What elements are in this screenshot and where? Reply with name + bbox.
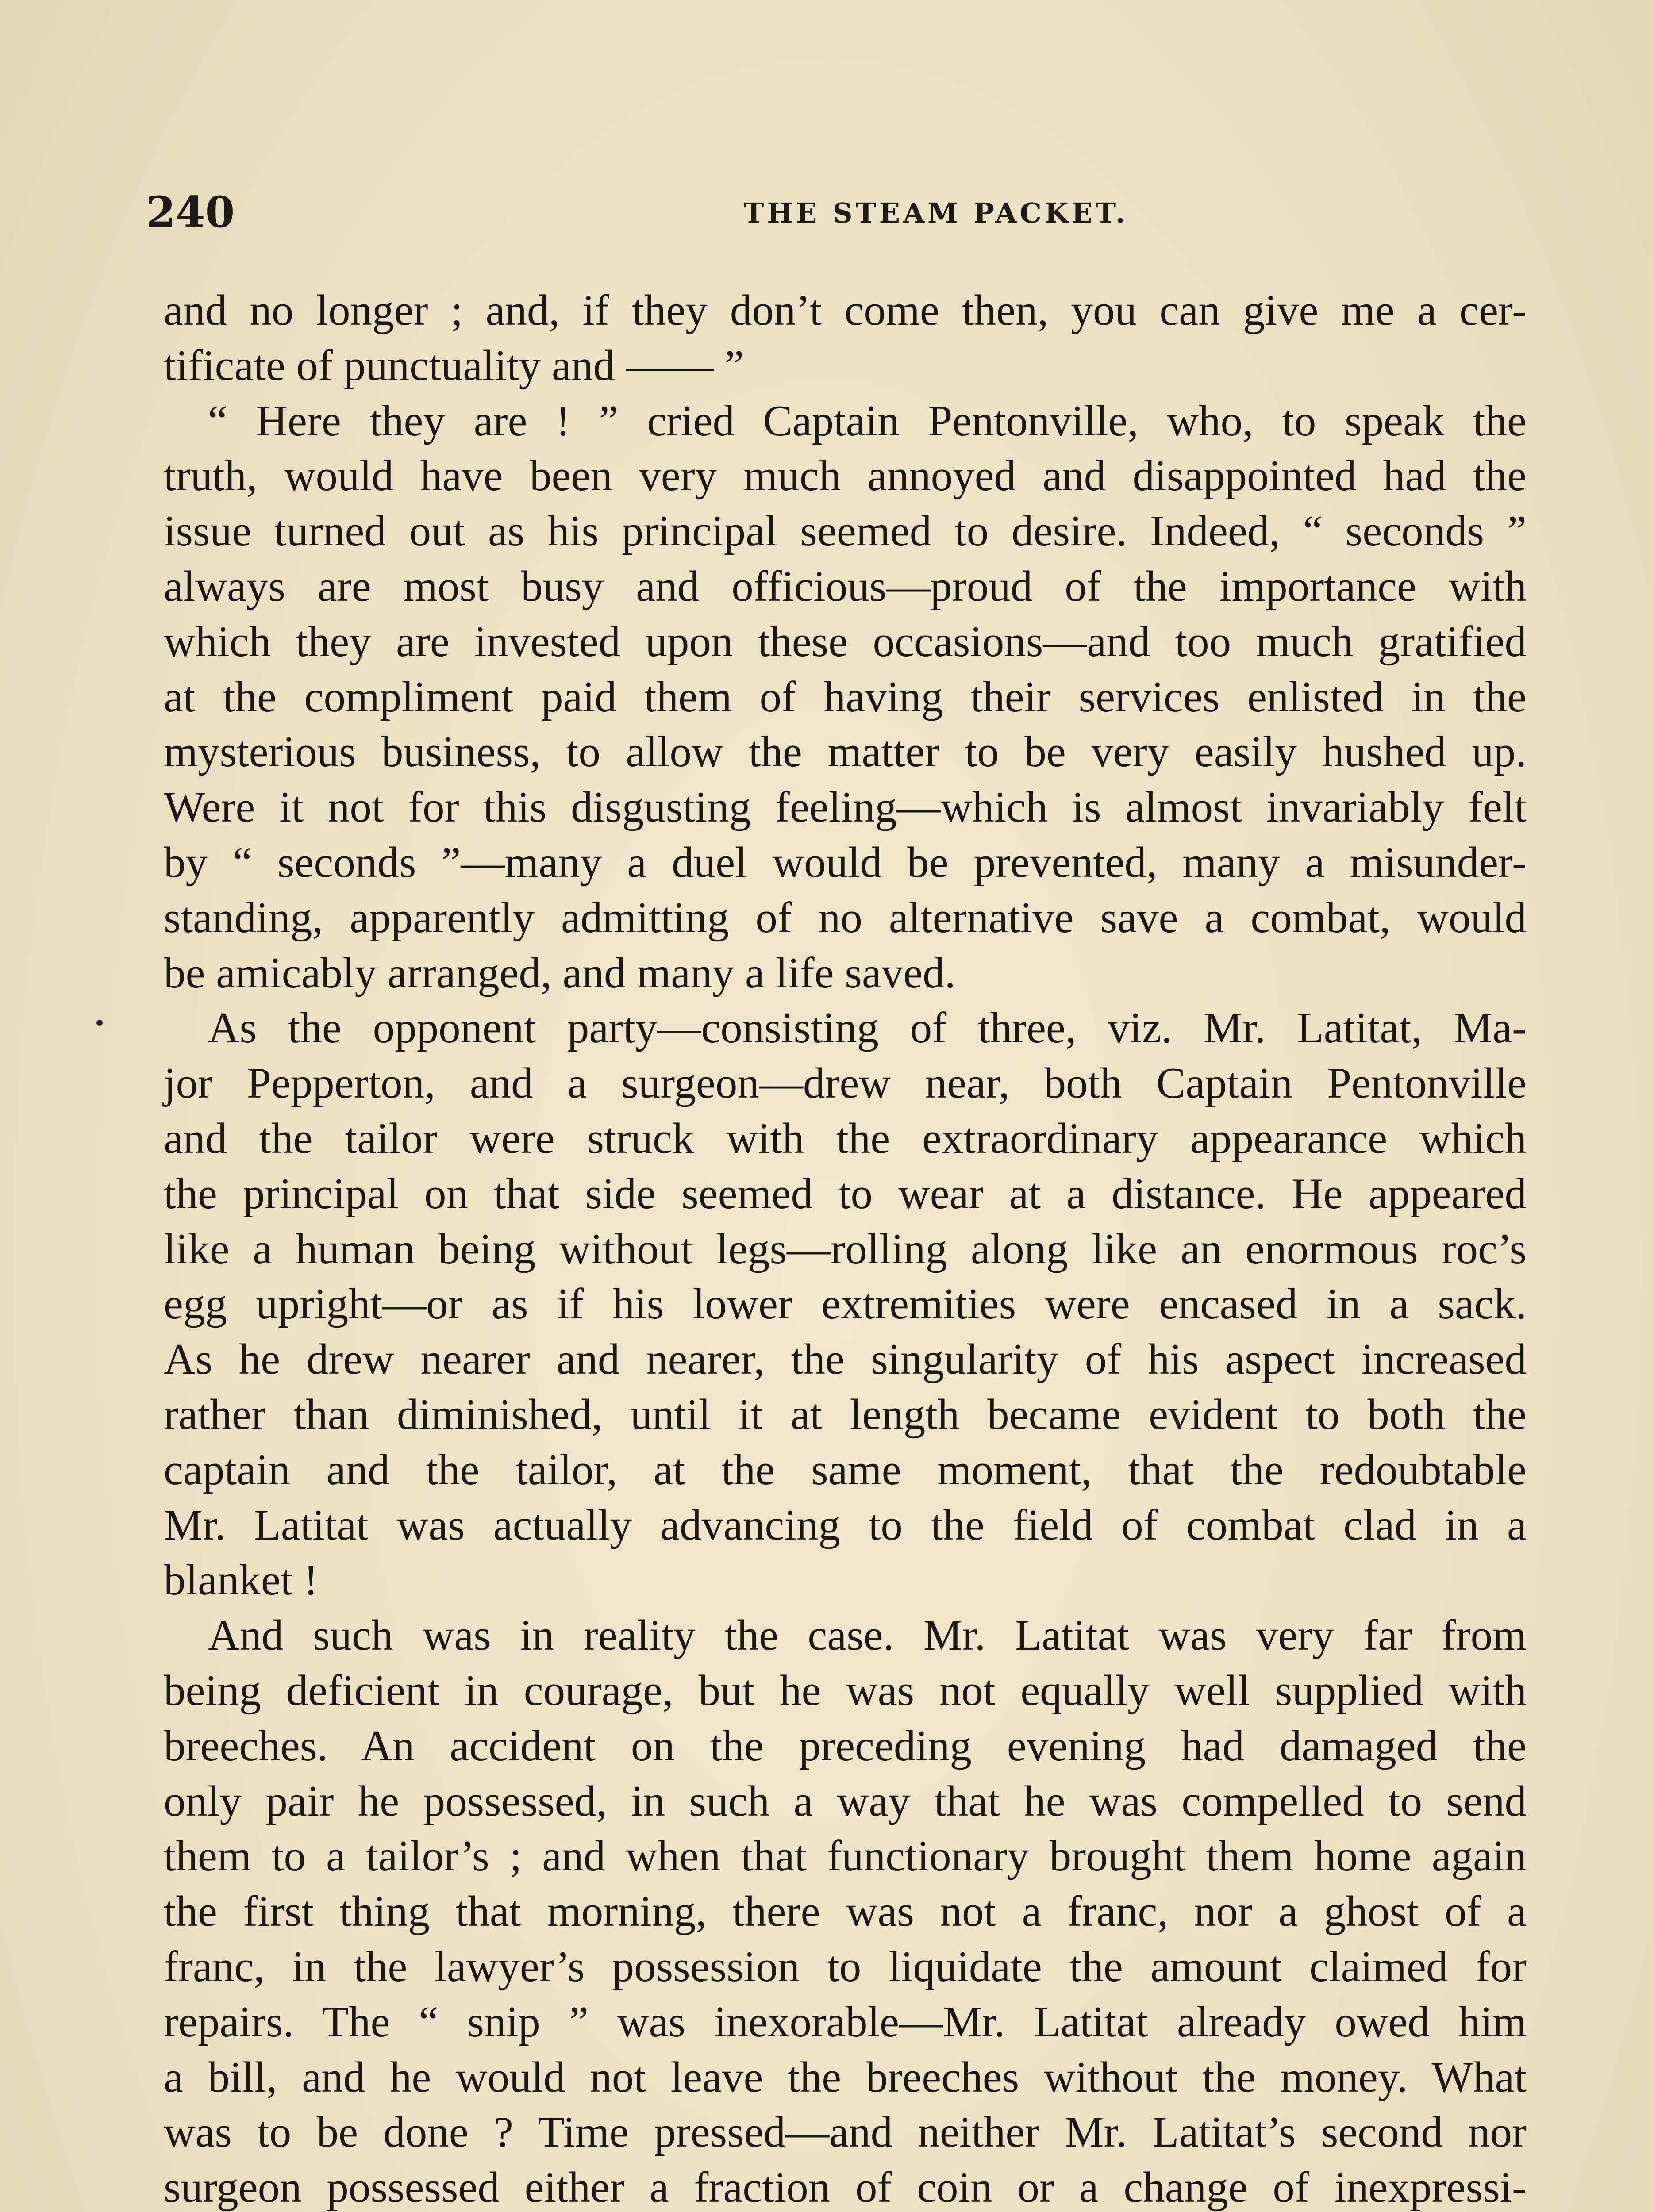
text-line: breeches. An accident on the preceding evening had damaged the — [164, 1721, 1527, 1770]
text-line: by “ seconds ”—many a duel would be prevented, many a misunder- — [164, 838, 1527, 887]
text-line: captain and the tailor, at the same moment, that the redoubtable — [164, 1445, 1527, 1494]
text-line: a bill, and he would not leave the breeches without the money. What — [164, 2053, 1527, 2101]
running-title: THE STEAM PACKET. — [743, 197, 1128, 229]
text-line: truth, would have been very much annoyed and disappointed had the — [164, 452, 1527, 500]
text-line: and no longer ; and, if they don’t come then, you can give me a cer- — [164, 286, 1527, 334]
text-line: blanket ! — [164, 1556, 319, 1605]
text-line: mysterious business, to allow the matter to be very easily hushed up. — [164, 728, 1527, 776]
text-line: like a human being without legs—rolling along like an enormous roc’s — [164, 1225, 1527, 1273]
text-line: at the compliment paid them of having their services enlisted in the — [164, 672, 1527, 721]
text-line: rather than diminished, until it at length became evident to both the — [164, 1390, 1527, 1439]
text-line: them to a tailor’s ; and when that functionary brought them home again — [164, 1832, 1527, 1881]
text-line: standing, apparently admitting of no alternative save a combat, would — [164, 893, 1527, 942]
text-line: jor Pepperton, and a surgeon—drew near, both Captain Pentonville — [164, 1059, 1527, 1108]
text-line: Mr. Latitat was actually advancing to the field of combat clad in a — [164, 1501, 1527, 1549]
text-line: As the opponent party—consisting of three, viz. Mr. Latitat, Ma- — [208, 1004, 1527, 1052]
text-line: As he drew nearer and nearer, the singularity of his aspect increased — [164, 1335, 1527, 1384]
text-line: tificate of punctuality and —— ” — [164, 341, 744, 390]
text-line: franc, in the lawyer’s possession to liquidate the amount claimed for — [164, 1942, 1527, 1991]
text-line: was to be done ? Time pressed—and neither Mr. Latitat’s second nor — [164, 2108, 1527, 2157]
text-line: egg upright—or as if his lower extremities were encased in a sack. — [164, 1280, 1527, 1329]
text-line: and the tailor were struck with the extraordinary appearance which — [164, 1114, 1527, 1163]
text-line: Were it not for this disgusting feeling—which is almost invariably felt — [164, 783, 1527, 832]
text-line: the principal on that side seemed to wear at a distance. He appeared — [164, 1169, 1527, 1218]
text-line: repairs. The “ snip ” was inexorable—Mr. Latitat already owed him — [164, 1997, 1527, 2046]
page-number: 240 — [146, 187, 235, 237]
text-line: being deficient in courage, but he was not equally well supplied with — [164, 1666, 1527, 1715]
text-line: be amicably arranged, and many a life saved. — [164, 949, 956, 997]
text-line: always are most busy and officious—proud of the importance with — [164, 562, 1527, 611]
text-line: the first thing that morning, there was not a franc, nor a ghost of a — [164, 1887, 1527, 1936]
text-line: issue turned out as his principal seemed to desire. Indeed, “ seconds ” — [164, 507, 1527, 556]
text-line: which they are invested upon these occasions—and too much gratified — [164, 617, 1527, 666]
text-line: surgeon possessed either a fraction of coin or a change of inexpressi- — [164, 2163, 1527, 2212]
stray-ink-mark — [96, 1020, 103, 1026]
page-header — [146, 181, 1544, 243]
text-line: “ Here they are ! ” cried Captain Pentonville, who, to speak the — [208, 396, 1527, 445]
text-line: And such was in reality the case. Mr. Latitat was very far from — [208, 1611, 1527, 1660]
text-line: only pair he possessed, in such a way that he was compelled to send — [164, 1777, 1527, 1825]
body-text — [164, 283, 1527, 2212]
